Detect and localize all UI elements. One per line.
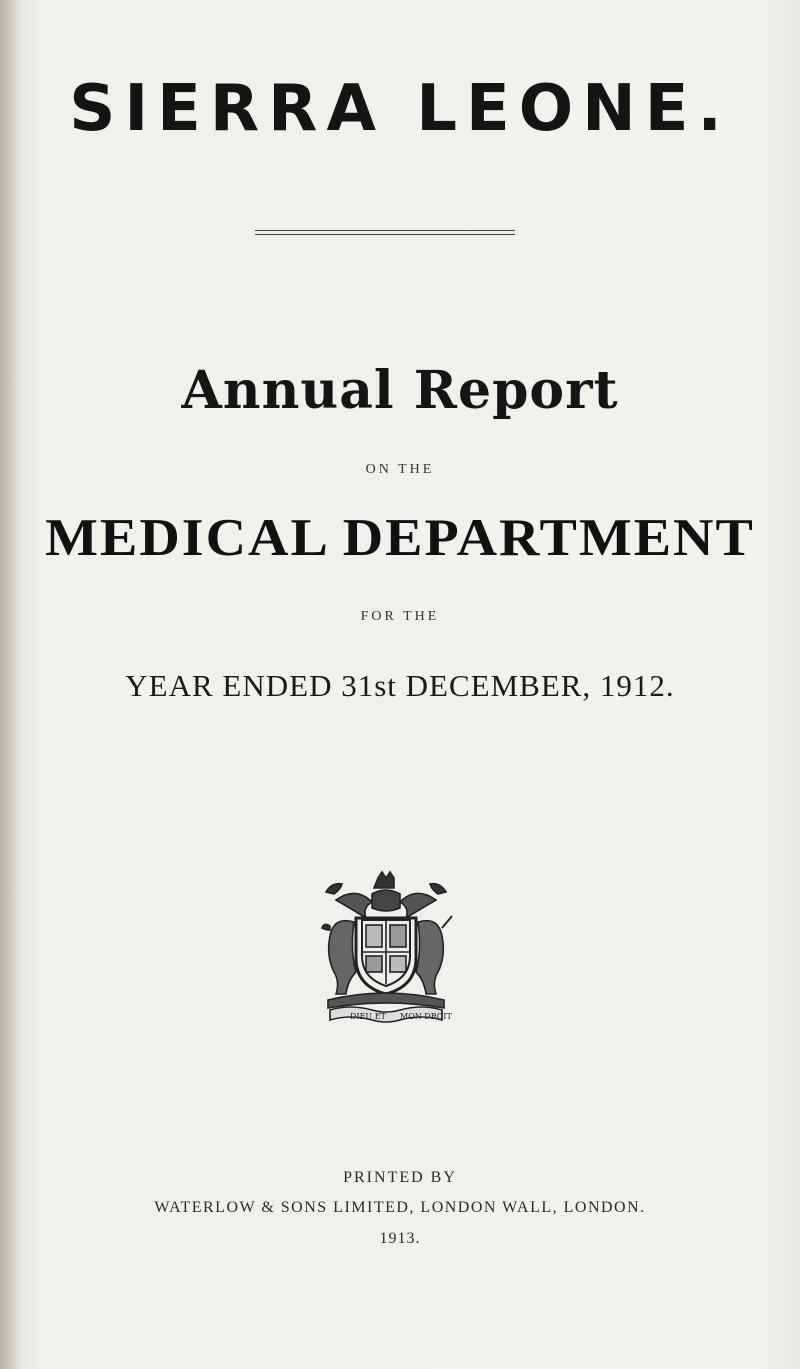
- country-title: SIERRA LEONE.: [69, 72, 731, 146]
- report-title: Annual Report: [181, 360, 619, 421]
- double-rule-bottom: [255, 234, 515, 235]
- department-title: MEDICAL DEPARTMENT: [45, 508, 755, 568]
- double-rule-top: [255, 230, 515, 231]
- publication-year: 1913.: [379, 1230, 421, 1247]
- report-period: YEAR ENDED 31st DECEMBER, 1912.: [125, 668, 675, 703]
- motto-left: DIEU ET: [350, 1012, 386, 1021]
- on-the-label: ON THE: [365, 462, 435, 477]
- publisher-line: WATERLOW & SONS LIMITED, LONDON WALL, LONDON.: [154, 1199, 646, 1216]
- royal-coat-of-arms-icon: [316, 870, 456, 1030]
- printed-by-label: PRINTED BY: [343, 1169, 457, 1186]
- for-the-label: FOR THE: [360, 609, 440, 624]
- motto-right: MON DROIT: [400, 1012, 452, 1021]
